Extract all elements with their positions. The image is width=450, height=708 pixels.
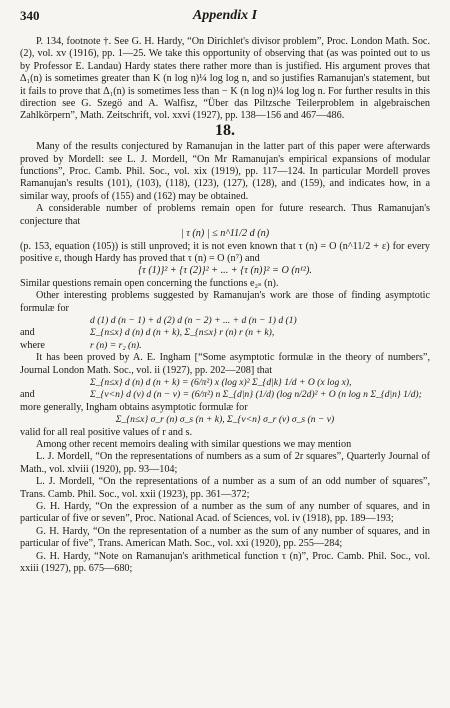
reference-item: G. H. Hardy, “On the expression of a number as the sum of any number of squares, and in particular of five or seven”, Proc. National Acad. of Sciences, vol. iv (1918), pp. 189—193; [20, 501, 430, 525]
formula-row [20, 340, 430, 352]
paragraph-more-generally: more generally, Ingham obtains asymptotic formulæ for [20, 401, 248, 413]
paragraph-unproved: (p. 153, equation (105)) is still unproved; it is not even known that τ (n) = O (n^11/2 + ε) for every positive ε, though Hardy has proved that τ (n) = O (n⁷) and [20, 240, 430, 264]
footnote-paragraph: P. 134, footnote †. See G. H. Hardy, “On Dirichlet's divisor problem”, Proc. London Math. Soc. (2), vol. xv (1916), pp. 1—25. We take this opportunity of observing that (as was pointed out to us by Professor E. Landau) Hardy states there rather more than is justified. His argument proves that Δ₁(n) is sometimes greater than K (n log n)¼ log log n, and so justifies Ramanujan's statement, but it fails to prove that Δ₁(n) is sometimes less than − K (n log n)¼ log log n. For further results in this direction see G. Szegö and A. Walfisz, “Über das Piltzsche Teilerproblem in algebraischen Zahlkörpern”, Math. Zeitschrift, vol. xxvi (1927), pp. 138—156 and 467—486. [20, 36, 430, 122]
reference-item: G. H. Hardy, “Note on Ramanujan's arithmetical function τ (n)”, Proc. Camb. Phil. Soc., vol. xxiii (1927), pp. 675—680; [20, 550, 430, 575]
formula-ingham-2: Σ_{ν<n} d (ν) d (n − ν) = (6/π²) n Σ_{d|n} (1/d) (log n/2d)² + O (n log n Σ_{d|n} 1/d); [90, 389, 422, 401]
paragraph-similar-questions: Similar questions remain open concerning the functions e₂ₛ (n). [20, 277, 279, 289]
reference-item: G. H. Hardy, “On the representation of a number as the sum of any number of squares, and in particular of five”, Trans. American Math. Soc., vol. xxi (1920), pp. 255—284; [20, 525, 430, 550]
reference-item: L. J. Mordell, “On the representations of numbers as a sum of 2r squares”, Quarterly Journal of Math., vol. xlviii (1920), pp. 93—104; [20, 451, 430, 475]
formula-row [20, 389, 430, 401]
paragraph-valid: valid for all real positive values of r and s. [20, 426, 193, 438]
formula-row [20, 377, 430, 389]
formula-r-definition: r (n) = r₂ (n). [90, 339, 142, 351]
body-text [20, 36, 430, 575]
formula-sigma-sums: Σ_{n≤x} σ_r (n) σ_s (n + k), Σ_{ν<n} σ_r (ν) σ_s (n − ν) [115, 414, 335, 426]
equation-tau-sum: {τ (1)}² + {τ (2)}² + ... + {τ (n)}² = O (n¹²). [138, 265, 312, 277]
formula-label: and [20, 327, 35, 339]
paragraph-ingham: It has been proved by A. E. Ingham [“Some asymptotic formulæ in the theory of numbers”, Journal London Math. Soc., vol. ii (1927), pp. 202—208] that [20, 352, 430, 376]
formula-ingham-1: Σ_{n≤x} d (n) d (n + k) = (6/π²) x (log x)² Σ_{d|k} 1/d + O (x log x), [90, 376, 352, 388]
formula-label: and [20, 389, 35, 401]
section-heading: 18. [215, 121, 235, 139]
reference-item: L. J. Mordell, “On the representations of a number as a sum of an odd number of squares”, Trans. Camb. Phil. Soc., vol. xxii (1923), pp. 361—372; [20, 476, 430, 500]
running-header [20, 8, 430, 26]
page-number: 340 [20, 8, 40, 23]
running-title: Appendix I [192, 8, 258, 23]
paragraph-mordell: Many of the results conjectured by Ramanujan in the latter part of this paper were afterwards proved by Mordell: see L. J. Mordell, “On Mr Ramanujan's empirical expansions of modular functions”, Proc. Camb. Phil. Soc., vol. xix (1919), pp. 117—124. In particular Mordell proves Ramanujan's results (101), (103), (118), (123), (127), (128), and (159), and indicates how, in a similar way, proofs of (155) and (162) may be obtained. [20, 141, 430, 202]
formula-divisor-convolution: d (1) d (n − 1) + d (2) d (n − 2) + ... + d (n − 1) d (1) [90, 314, 297, 326]
formula-label: where [20, 339, 45, 351]
paragraph-open-problems: A considerable number of problems remain open for future research. Thus Ramanujan's conjecture that [20, 203, 430, 227]
formula-row [20, 315, 430, 327]
paragraph-other-problems: Other interesting problems suggested by Ramanujan's work are those of finding asymptotic formulæ for [20, 290, 430, 314]
paragraph-recent-memoirs: Among other recent memoirs dealing with similar questions we may mention [36, 439, 352, 450]
equation-tau-bound: | τ (n) | ≤ n^11/2 d (n) [180, 228, 270, 240]
formula-row [20, 327, 430, 339]
formula-sums: Σ_{n≤x} d (n) d (n + k), Σ_{n≤x} r (n) r (n + k), [90, 327, 275, 339]
